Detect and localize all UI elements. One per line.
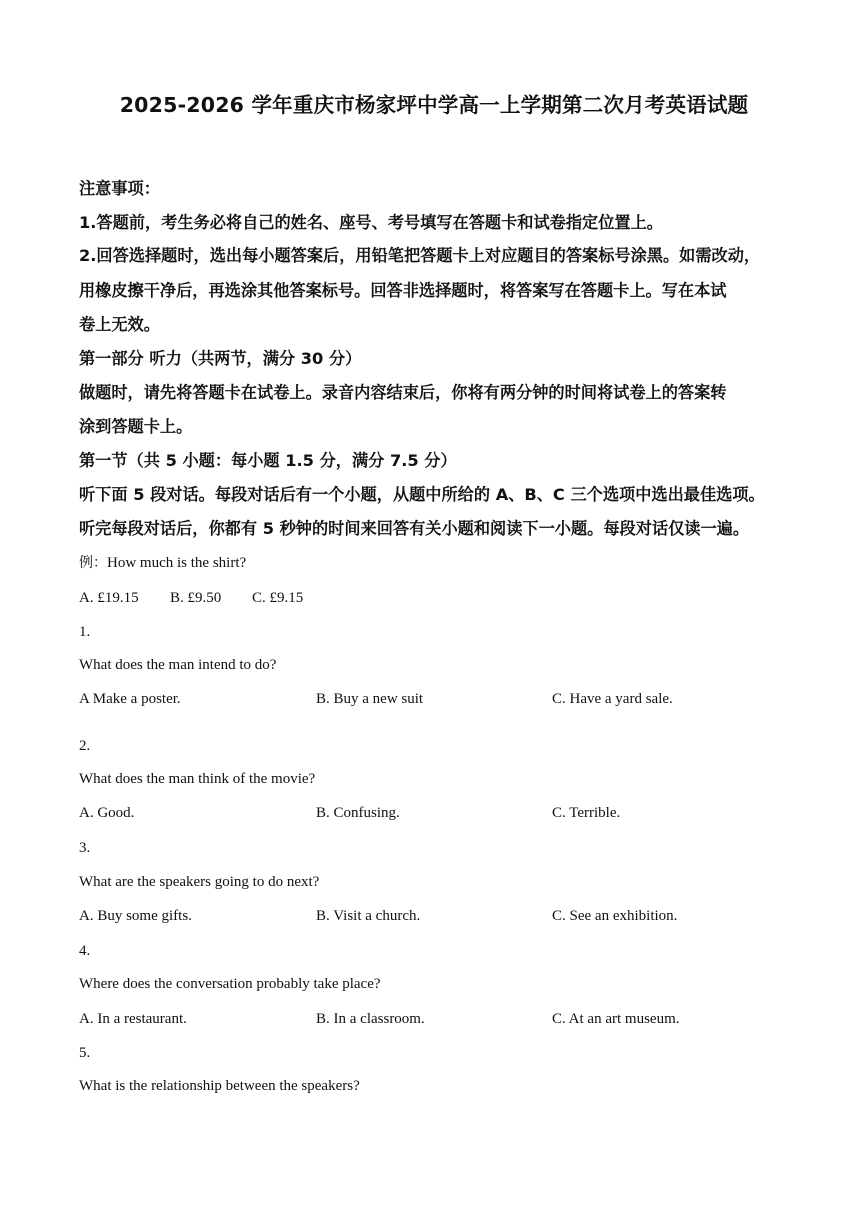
section1-instr1-a: 听下面 — [79, 485, 134, 504]
notice-item-2-text-2: 用橡皮擦干净后，再选涂其他答案标号。回答非选择题时，将答案写在答题卡上。写在本试 — [79, 281, 727, 300]
section1-heading-b: 小题：每小题 — [176, 451, 286, 470]
question-5-text: What is the relationship between the speakers? — [79, 1078, 360, 1094]
part1-instruction-line-1 — [79, 377, 795, 409]
question-2-option-b: B. Confusing. — [316, 805, 400, 821]
section1-heading-a: 第一节（共 — [79, 451, 166, 470]
section1-instr2-count: 5 — [262, 519, 274, 538]
notice-item-2-line-3 — [79, 309, 795, 341]
question-1-option-c: C. Have a yard sale. — [552, 691, 673, 707]
notice-item-2-number: 2. — [79, 246, 97, 265]
question-1-number: 1. — [79, 624, 91, 640]
notice-item-1 — [79, 207, 795, 239]
example-option-a: A. £19.15 — [79, 590, 139, 606]
section1-instr1-c: 三个选项中选出最佳选项。 — [564, 485, 765, 504]
question-1-option-a: A Make a poster. — [79, 691, 181, 707]
notice-heading-text: 注意事项： — [79, 179, 160, 198]
question-2-number: 2. — [79, 738, 91, 754]
section1-heading-each: 1.5 — [285, 451, 314, 470]
question-1-option-b: B. Buy a new suit — [316, 691, 424, 707]
question-3-number: 3. — [79, 840, 91, 856]
section1-heading-c: 分，满分 — [313, 451, 390, 470]
example-prefix: 例： — [79, 555, 107, 571]
section1-instruction-line-2 — [79, 513, 795, 545]
question-5-number: 5. — [79, 1045, 91, 1061]
notice-heading — [79, 173, 795, 205]
part1-heading-score: 30 — [300, 349, 324, 368]
section1-heading-total: 7.5 — [389, 451, 419, 470]
section1-instr2-b: 秒钟的时间来回答有关小题和阅读下一小题。每段对话仅读一遍。 — [273, 519, 750, 538]
part1-instruction-line-2 — [79, 411, 795, 443]
part1-heading-a: 第一部分 听力（共两节，满分 — [79, 349, 301, 368]
notice-item-1-text: 答题前，考生务必将自己的姓名、座号、考号填写在答题卡和试卷指定位置上。 — [96, 213, 663, 232]
question-3-option-c: C. See an exhibition. — [552, 908, 678, 924]
exam-title: 2025-2026 学年重庆市杨家坪中学高一上学期第二次月考英语试题 — [119, 93, 749, 117]
question-4-text: Where does the conversation probably take place? — [79, 976, 381, 992]
question-2-option-a: A. Good. — [79, 805, 135, 821]
question-2-text: What does the man think of the movie? — [79, 771, 316, 787]
question-3-option-b: B. Visit a church. — [316, 908, 421, 924]
notice-item-2-line-2 — [79, 275, 795, 307]
notice-item-2-line-1 — [79, 240, 795, 272]
part1-instruction-text-2: 涂到答题卡上。 — [79, 417, 193, 436]
notice-item-2-text-1: 回答选择题时，选出每小题答案后，用铅笔把答题卡上对应题目的答案标号涂黑。如需改动， — [96, 246, 761, 265]
section1-heading-d: 分） — [418, 451, 457, 470]
question-4-option-c: C. At an art museum. — [552, 1011, 680, 1027]
example-option-c: C. £9.15 — [252, 590, 304, 606]
question-2-option-c: C. Terrible. — [552, 805, 621, 821]
example-question — [79, 553, 246, 573]
section1-instr1-b: 段对话。每段对话后有一个小题，从题中所给的 — [144, 485, 496, 504]
section1-instr1-abc: A、B、C — [495, 485, 565, 504]
question-3-text: What are the speakers going to do next? — [79, 874, 320, 890]
question-1-text: What does the man intend to do? — [79, 657, 277, 673]
section1-instr1-count: 5 — [133, 485, 145, 504]
section1-instr2-a: 听完每段对话后，你都有 — [79, 519, 263, 538]
part1-heading-b: 分） — [323, 349, 362, 368]
section1-instruction-line-1 — [79, 479, 795, 511]
question-4-option-b: B. In a classroom. — [316, 1011, 425, 1027]
notice-item-2-text-3: 卷上无效。 — [79, 315, 160, 334]
section1-heading-count: 5 — [165, 451, 177, 470]
part1-heading — [79, 343, 795, 375]
question-3-option-a: A. Buy some gifts. — [79, 908, 192, 924]
question-4-option-a: A. In a restaurant. — [79, 1011, 187, 1027]
part1-instruction-text-1: 做题时，请先将答题卡在试卷上。录音内容结束后，你将有两分钟的时间将试卷上的答案转 — [79, 383, 727, 402]
section1-heading — [79, 445, 795, 477]
example-question-text: How much is the shirt? — [107, 555, 247, 571]
example-option-b: B. £9.50 — [170, 590, 222, 606]
notice-item-1-number: 1. — [79, 213, 97, 232]
question-4-number: 4. — [79, 943, 91, 959]
